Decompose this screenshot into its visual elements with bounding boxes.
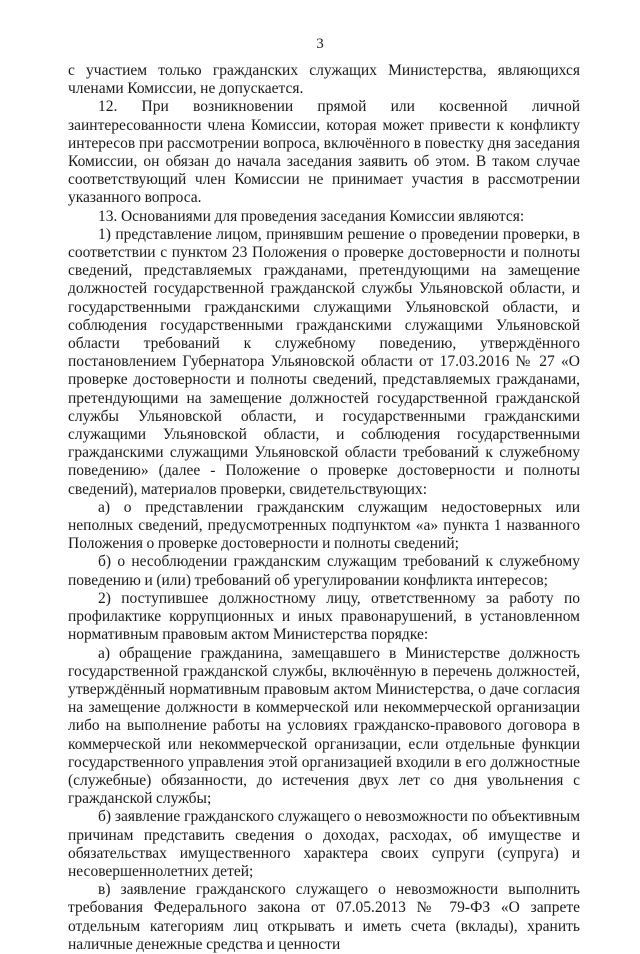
- document-body: [68, 62, 580, 954]
- page-number: 3: [316, 36, 324, 52]
- paragraph-subitem-2b: б) заявление гражданского служащего о невозможности по объективным причинам представить сведения о доходах, расходах, об имуществе и обязательствах имущественного характера своих супруги (супруга) и несовершеннолетних детей;: [68, 808, 580, 880]
- paragraph-subitem-1a: а) о представлении гражданским служащим недостоверных или неполных сведений, предусмотренных подпунктом «а» пункта 1 названного Положения о проверке достоверности и полноты сведений;: [68, 498, 580, 553]
- paragraph-item-13: 13. Основаниями для проведения заседания Комиссии являются:: [98, 207, 525, 225]
- paragraph-item-12: 12. При возникновении прямой или косвенной личной заинтересованности члена Комиссии, которая может привести к конфликту интересов при рассмотрении вопроса, включённого в повестку дня заседания Комиссии, он обязан до начала заседания заявить об этом. В таком случае соответствующий член Комиссии не принимает участия в рассмотрении указанного вопроса.: [68, 98, 580, 207]
- paragraph-subitem-2: 2) поступившее должностному лицу, ответственному за работу по профилактике коррупционных и иных правонарушений, в установленном нормативным правовым актом Министерства порядке:: [68, 589, 580, 644]
- paragraph-continuation: с участием только гражданских служащих Министерства, являющихся членами Комиссии, не допускается.: [68, 62, 580, 98]
- paragraph-subitem-2a: а) обращение гражданина, замещавшего в Министерстве должность государственной гражданской службы, включённую в перечень должностей, утверждённый нормативным правовым актом Министерства, о даче согласия на замещение должности в коммерческой или некоммерческой организации либо на выполнение работы на условиях гражданско-правового договора в коммерческой или некоммерческой организации, если отдельные функции государственного управления этой организацией входили в его должностные (служебные) обязанности, до истечения двух лет со дня увольнения с гражданской службы;: [68, 644, 580, 808]
- paragraph-subitem-2c: в) заявление гражданского служащего о невозможности выполнить требования Федерального закона от 07.05.2013 № 79-ФЗ «О запрете отдельным категориям лиц открывать и иметь счета (вклады), хранить наличные денежные средства и ценности: [68, 881, 580, 953]
- paragraph-subitem-1: 1) представление лицом, принявшим решение о проведении проверки, в соответствии с пунктом 23 Положения о проверке достоверности и полноты сведений, представляемых гражданами, претендующими на замещение должностей государственной гражданской службы Ульяновской области, и государственными гражданскими служащими Ульяновской области, и соблюдения государственными гражданскими служащими Ульяновской области требований к служебному поведению, утверждённого постановлением Губернатора Ульяновской области от 17.03.2016 № 27 «О проверке достоверности и полноты сведений, представляемых гражданами, претендующими на замещение должностей государственной гражданской службы Ульяновской области, и государственными гражданскими служащими Ульяновской области, и соблюдения государственными гражданскими служащими Ульяновской области требований к служебному поведению» (далее - Положение о проверке достоверности и полноты сведений), материалов проверки, свидетельствующих:: [68, 225, 580, 498]
- paragraph-subitem-1b: б) о несоблюдении гражданским служащим требований к служебному поведению и (или) требований об урегулировании конфликта интересов;: [68, 553, 580, 589]
